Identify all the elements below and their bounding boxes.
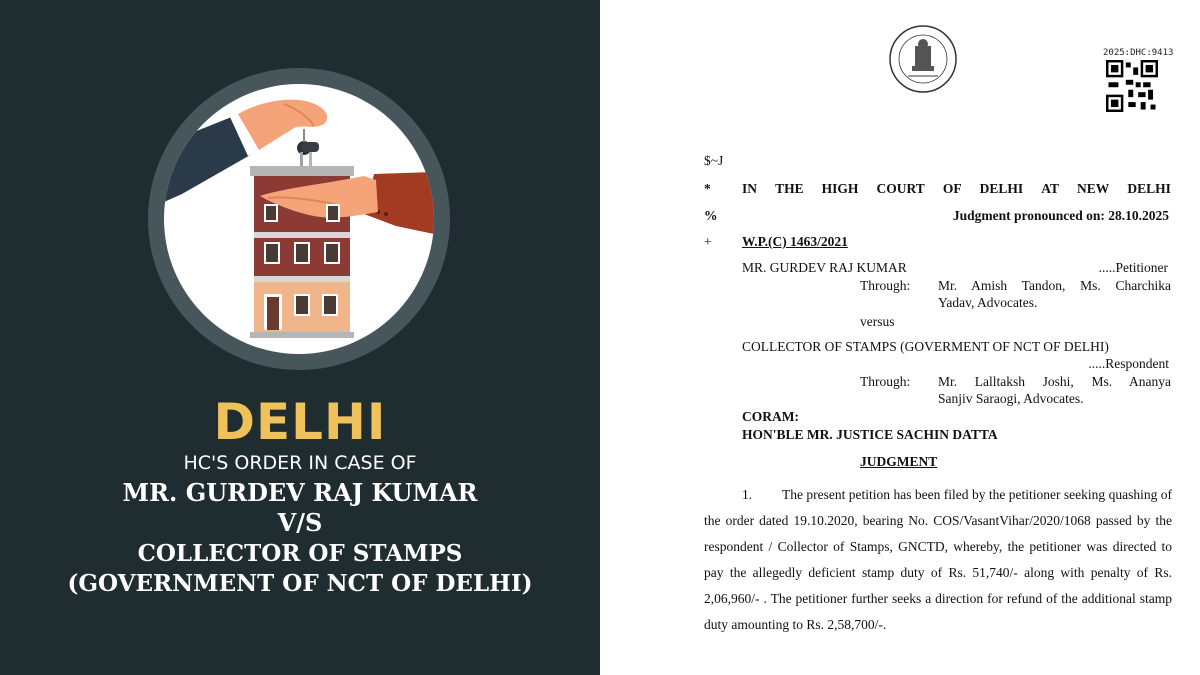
versus-headline: V/S — [277, 508, 323, 537]
marker-asterisk: * — [704, 181, 711, 196]
court-title-word: COURT — [876, 181, 925, 196]
through-label-2: Through: — [860, 374, 911, 389]
paragraph-1 — [704, 482, 1172, 638]
petitioner-counsel-2: Yadav, Advocates. — [938, 295, 1038, 310]
judgment-heading: JUDGMENT — [860, 454, 938, 469]
marker-percent: % — [704, 208, 718, 223]
court-title-word: DELHI — [1127, 181, 1171, 196]
court-title-word: IN — [742, 181, 758, 196]
respondent-headline-2: (GOVERNMENT OF NCT OF DELHI) — [67, 570, 533, 597]
marker-plus: + — [704, 234, 712, 249]
coram-label: CORAM: — [742, 409, 799, 424]
qr-code-icon — [1106, 60, 1158, 112]
paragraph-text: The present petition has been filed by the petitioner seeking quashing of the order dated 19.10.2020, bearing No. COS/VasantVihar/2020/1068 passed by the respondent / Collector of Stamps, GNCTD, whereby, the petitioner was directed to pay the allegedly deficient stamp duty of Rs. 51,740/- along with penalty of Rs. 2,06,960/- . The petitioner further seeks a direction for refund of the additional stamp duty amounting to Rs. 2,58,700/-. — [704, 487, 1172, 632]
judge-name: HON'BLE MR. JUSTICE SACHIN DATTA — [742, 427, 998, 442]
versus-label: versus — [860, 314, 895, 329]
through-label: Through: — [860, 278, 911, 293]
neutral-citation: 2025:DHC:9413 — [1103, 48, 1174, 58]
case-number: W.P.(C) 1463/2021 — [742, 234, 848, 249]
court-title-word: THE — [775, 181, 804, 196]
petitioner-headline: MR. GURDEV RAJ KUMAR — [122, 478, 478, 507]
petitioner-role: .....Petitioner — [1098, 260, 1168, 275]
court-title-word: AT — [1041, 181, 1059, 196]
respondent-headline: COLLECTOR OF STAMPS — [137, 540, 463, 567]
court-title-word: NEW — [1077, 181, 1110, 196]
respondent-counsel-2: Sanjiv Saraogi, Advocates. — [938, 391, 1084, 406]
court-title-word: HIGH — [821, 181, 859, 196]
court-title — [742, 181, 1171, 197]
petitioner-name: MR. GURDEV RAJ KUMAR — [742, 260, 907, 275]
headline-line-1: HC'S ORDER IN CASE OF — [183, 452, 417, 474]
pronounced-date: Judgment pronounced on: 28.10.2025 — [952, 208, 1169, 223]
court-title-word: DELHI — [979, 181, 1024, 196]
document-marker: $~J — [704, 153, 724, 168]
city-title: DELHI — [213, 393, 387, 451]
petitioner-counsel: Mr. Amish Tandon, Ms. Charchika — [938, 278, 1171, 293]
high-court-seal-icon — [888, 24, 958, 94]
respondent-name: COLLECTOR OF STAMPS (GOVERMENT OF NCT OF DELHI) — [742, 339, 1109, 354]
house-keys-illustration — [164, 84, 434, 354]
respondent-counsel: Mr. Lalltaksh Joshi, Ms. Ananya — [938, 374, 1171, 389]
respondent-role: .....Respondent — [1088, 356, 1169, 371]
paragraph-number: 1. — [742, 487, 753, 502]
judgment-document — [600, 0, 1200, 675]
court-title-word: OF — [942, 181, 962, 196]
illustration-circle — [164, 84, 434, 354]
